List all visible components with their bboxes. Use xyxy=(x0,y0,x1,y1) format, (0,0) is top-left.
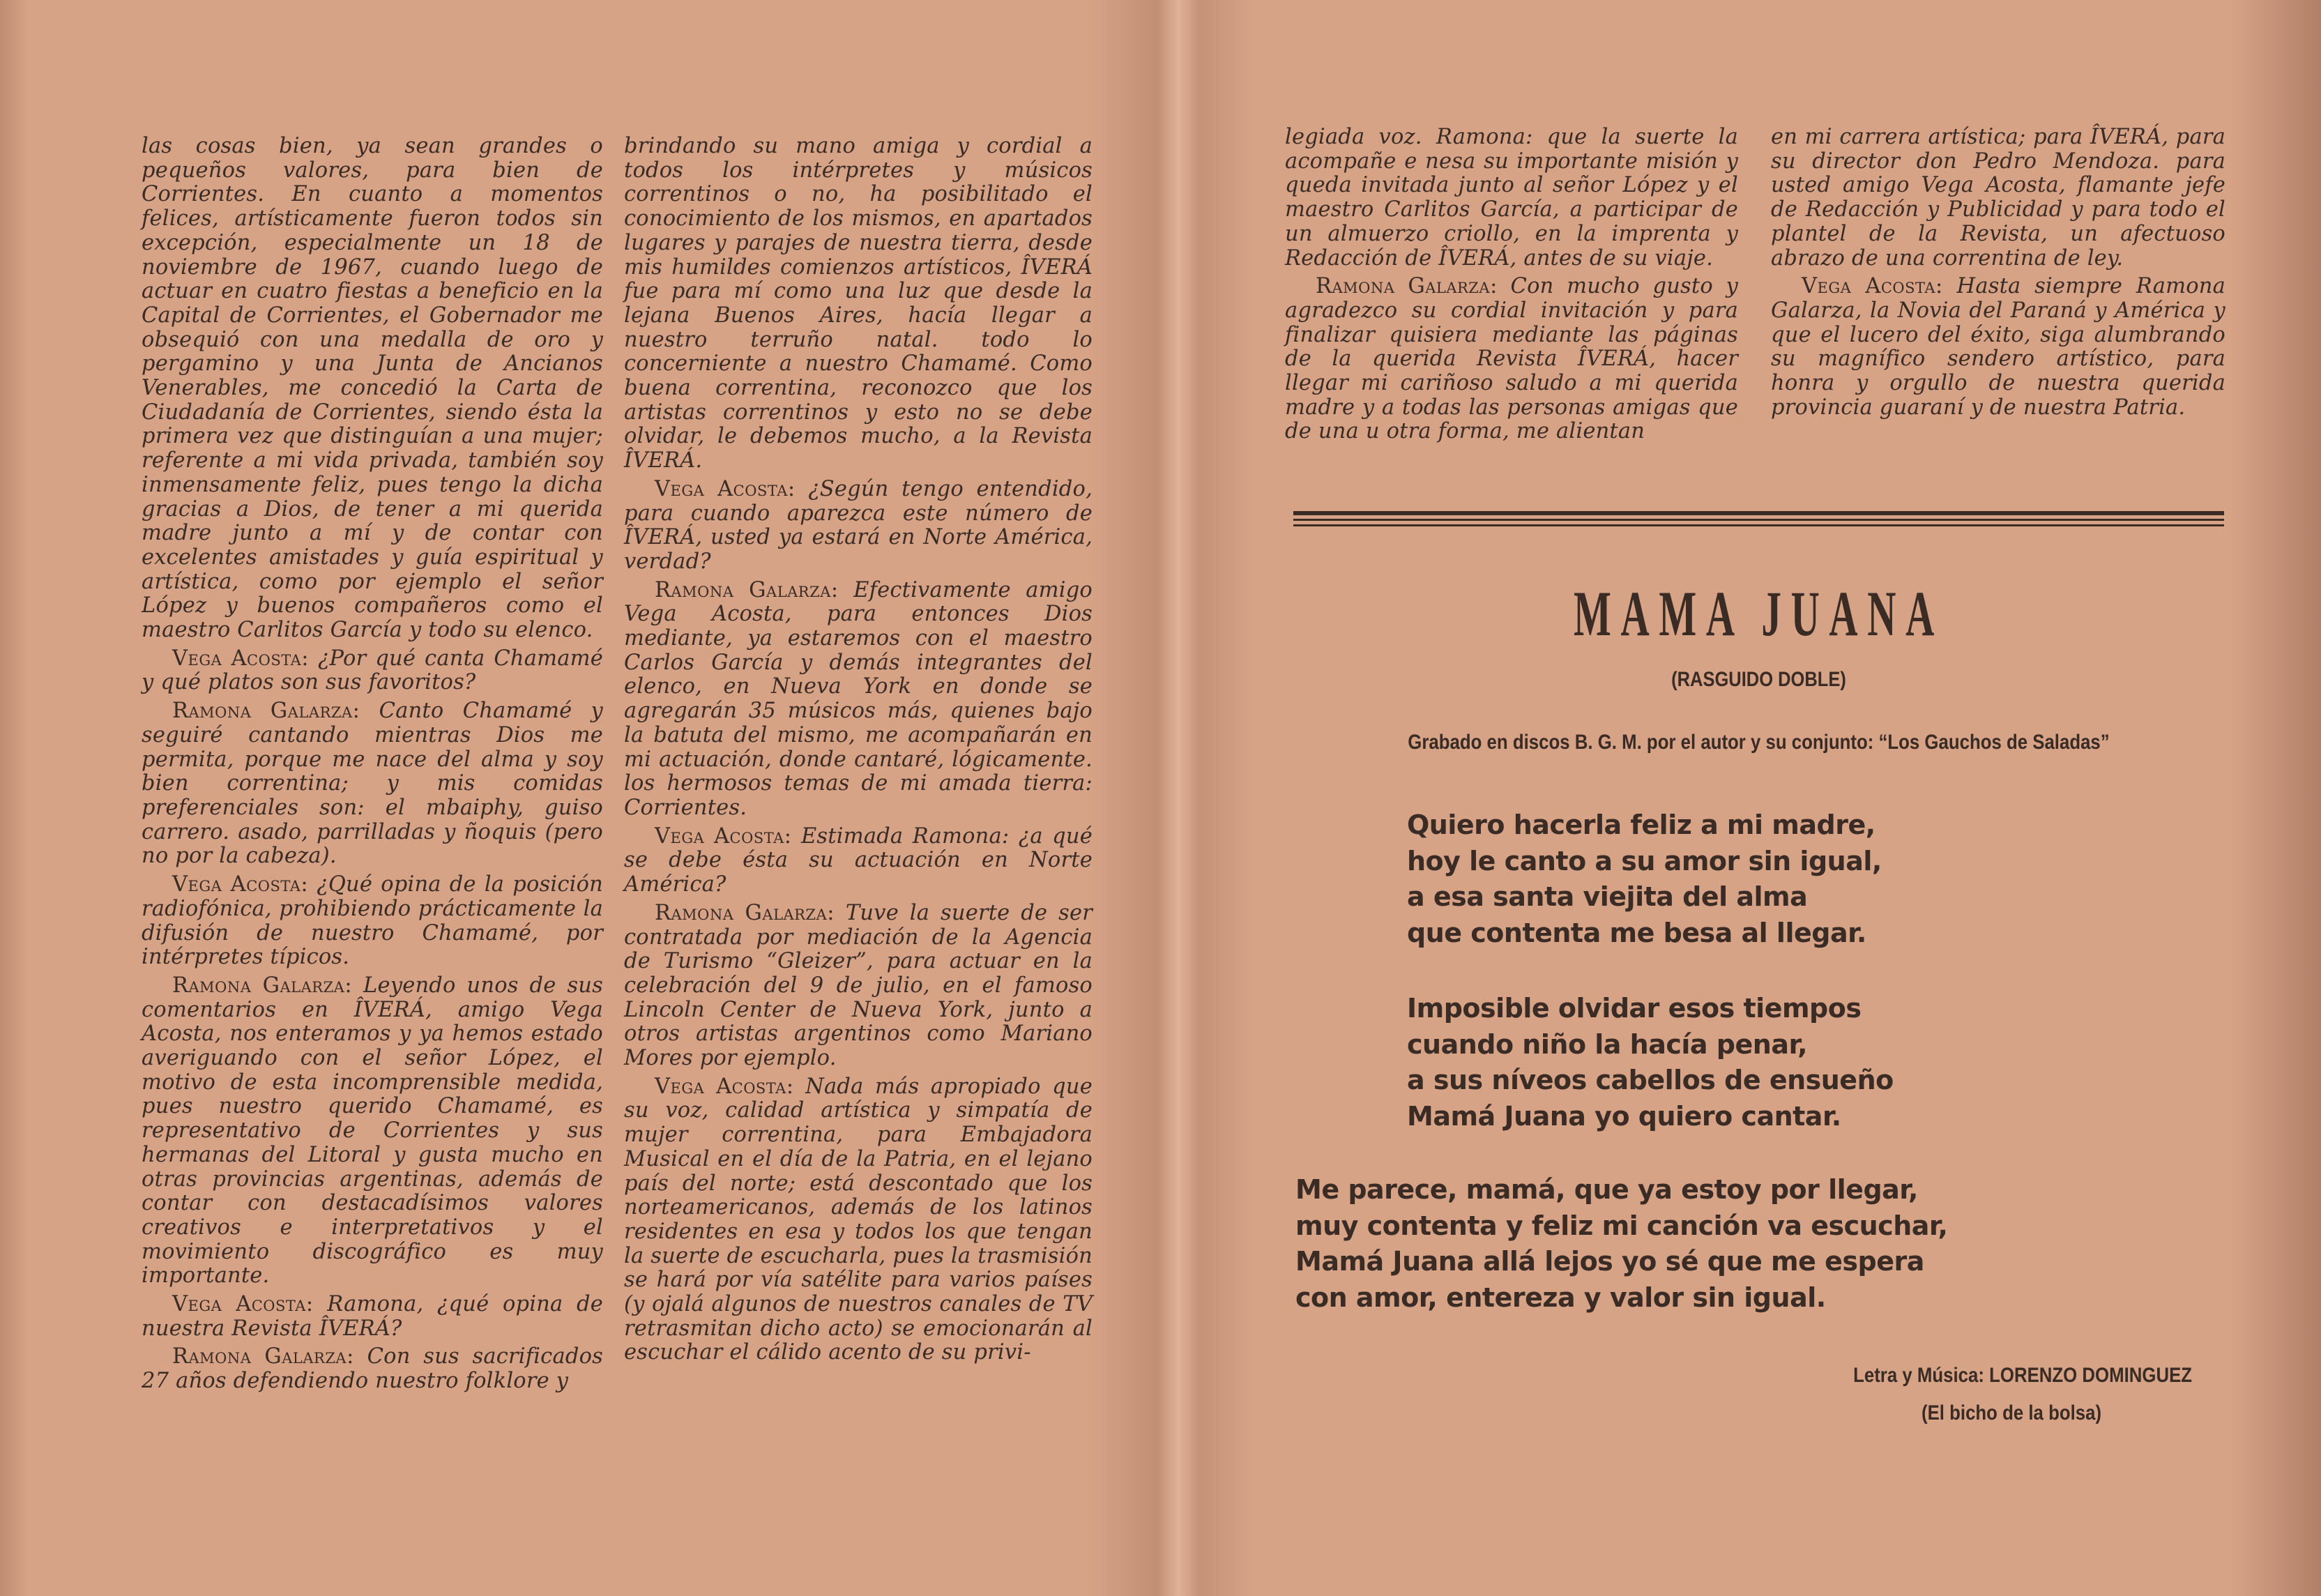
speech-text: Efectivamente amigo Vega Acosta, para entonces Dios mediante, ya estaremos con el maestro Carlos García y demás integrantes del elenco, en Nueva York en donde se agregarán 35 músicos más, quienes bajo la batuta del mismo, me acompañarán en mi actuación, donde cantaré, lógicamente. los hermosos temas de mi amada tierra: Corrientes. xyxy=(624,577,1093,820)
speech-text: ¿Por qué canta Chamamé y qué platos son sus favoritos? xyxy=(142,646,603,695)
speaker-label: Ramona Galarza: xyxy=(172,973,353,998)
lyric-line: a sus níveos cabellos de ensueño xyxy=(1407,1065,1894,1095)
lyric-line: muy contenta y feliz mi canción va escuchar, xyxy=(1295,1210,1948,1241)
paragraph: en mi carrera artística; para ÎVERÁ, para su director don Pedro Mendoza. para usted amigo Vega Acosta, flamante jefe de Redacción y Publicidad y para todo el plantel de la Revista, un afectuoso abrazo de una correntina de ley. xyxy=(1771,125,2225,271)
lyric-line: Mamá Juana allá lejos yo sé que me espera xyxy=(1295,1246,1924,1277)
author-nickname: (El bicho de la bolsa) xyxy=(1921,1401,2101,1424)
speaker-label: Vega Acosta: xyxy=(172,1292,314,1317)
lyrics-stanza-3 xyxy=(1295,1172,1948,1316)
dialogue-paragraph xyxy=(1771,275,2225,420)
dialogue-paragraph xyxy=(142,1345,603,1393)
lyric-line: que contenta me besa al llegar. xyxy=(1407,917,1866,948)
speaker-label: Ramona Galarza: xyxy=(1316,274,1498,299)
speaker-label: Vega Acosta: xyxy=(655,1074,794,1099)
speaker-label: Vega Acosta: xyxy=(172,872,309,897)
dialogue-paragraph xyxy=(1285,275,1738,444)
left-page-column-1 xyxy=(142,135,603,1398)
dialogue-paragraph xyxy=(142,647,603,695)
dialogue-paragraph xyxy=(142,873,603,970)
lyric-line: hoy le canto a su amor sin igual, xyxy=(1407,845,1882,876)
speech-text: ¿Qué opina de la posición radiofónica, prohibiendo prácticamente la difusión de nuestro Chamamé, por intérpretes típicos. xyxy=(142,872,603,970)
speech-text: Ramona, ¿qué opina de nuestra Revista ÎVERÁ? xyxy=(142,1292,603,1341)
speech-text: Tuve la suerte de ser contratada por mediación de la Agencia de Turismo “Gleizer”, para actuar en la celebración del 9 de julio, en el famoso Lincoln Center de Nueva York, junto a otros artistas argentinos como Mariano Mores por ejemplo. xyxy=(624,900,1093,1071)
lyric-line: Quiero hacerla feliz a mi madre, xyxy=(1407,810,1875,840)
paragraph: las cosas bien, ya sean grandes o pequeños valores, para bien de Corrientes. En cuanto a momentos felices, artísticamente fueron todos sin excepción, especialmente un 18 de noviembre de 1967, cuando luego de actuar en cuatro fiestas a beneficio en la Capital de Corrientes, el Gobernador me obsequió con una medalla de oro y pergamino y una Junta de Ancianos Venerables, me concedió la Carta de Ciudadanía de Corrientes, siendo ésta la primera vez que distinguían a una mujer; referente a mi vida privada, también soy inmensamente feliz, pues tengo la dicha gracias a Dios, de tener a mi querida madre junto a mí y de contar con excelentes amistades y guía espiritual y artística, como por ejemplo el señor López y buenos compañeros como el maestro Carlitos García y todo su elenco. xyxy=(142,134,603,643)
speech-text: ¿Según tengo entendido, para cuando aparezca este número de ÎVERÁ, usted ya estará en Norte América, verdad? xyxy=(624,476,1093,574)
dialogue-paragraph xyxy=(624,478,1093,575)
dialogue-paragraph xyxy=(624,825,1093,897)
lyrics-stanza-1 xyxy=(1407,807,1882,951)
speech-text: Hasta siempre Ramona Galarza, la Novia del Paraná y América y que el lucero del éxito, siga alumbrando su magnífico sendero artístico, para honra y orgullo de nuestra querida provincia guaraní y de nuestra Patria. xyxy=(1771,274,2225,420)
lyric-line: Imposible olvidar esos tiempos xyxy=(1407,993,1862,1024)
lyric-line: con amor, entereza y valor sin igual. xyxy=(1295,1282,1826,1313)
dialogue-paragraph xyxy=(142,974,603,1289)
dialogue-paragraph xyxy=(624,579,1093,821)
recording-note: Grabado en discos B. G. M. por el autor y su conjunto: “Los Gauchos de Saladas” xyxy=(1408,731,2110,754)
dialogue-paragraph xyxy=(142,1293,603,1341)
song-credit: Letra y Música: LORENZO DOMINGUEZ xyxy=(1853,1364,2192,1387)
lyric-line: Me parece, mamá, que ya estoy por llegar, xyxy=(1295,1174,1918,1205)
left-page-column-2 xyxy=(624,135,1093,1369)
speech-text: Estimada Ramona: ¿a qué se debe ésta su actuación en Norte América? xyxy=(624,823,1093,897)
speaker-label: Ramona Galarza: xyxy=(655,577,839,602)
speaker-label: Vega Acosta: xyxy=(655,476,796,501)
dialogue-paragraph xyxy=(142,699,603,869)
lyric-line: cuando niño la hacía penar, xyxy=(1407,1028,1808,1060)
song-title: MAMA JUANA xyxy=(1574,578,1944,649)
speech-text: Con sus sacrificados 27 años defendiendo nuestro folklore y xyxy=(142,1344,603,1394)
right-page-column-2 xyxy=(1771,126,2225,424)
lyrics-stanza-2 xyxy=(1407,991,1894,1134)
speaker-label: Vega Acosta: xyxy=(1802,274,1943,299)
lyric-line: a esa santa viejita del alma xyxy=(1407,881,1808,912)
dialogue-paragraph xyxy=(624,902,1093,1071)
speaker-label: Ramona Galarza: xyxy=(172,699,360,724)
song-genre-subtitle: (RASGUIDO DOBLE) xyxy=(1671,668,1846,691)
speech-text: Nada más apropiado que su voz, calidad artística y simpatía de mujer correntina, para Embajadora Musical en el día de la Patria, en el lejano país del norte; está descontado que los norteamericanos, además de los latinos residentes en esa y todos los que tengan la suerte de escucharla, pues la trasmisión se hará por vía satélite para varios países (y ojalá algunos de nuestros canales de TV retrasmitan dicho acto) se emocionarán al escuchar el cálido acento de su privi- xyxy=(624,1074,1093,1365)
lyric-line: Mamá Juana yo quiero cantar. xyxy=(1407,1100,1841,1132)
right-page-column-1 xyxy=(1285,126,1738,448)
speaker-label: Ramona Galarza: xyxy=(172,1344,354,1369)
speaker-label: Vega Acosta: xyxy=(172,646,310,671)
speech-text: Leyendo unos de sus comentarios en ÎVERÁ, amigo Vega Acosta, nos enteramos y ya hemos estado averiguando con el señor López, el motivo de esta incomprensible medida, pues nuestro querido Chamamé, es representativo de Corrientes y sus hermanas del Litoral y gusta mucho en otras provincias argentinas, además de contar con destacadísimos valores creativos e interpretativos y el movimiento discográfico es muy importante. xyxy=(142,973,604,1289)
paragraph: legiada voz. Ramona: que la suerte la acompañe e nesa su importante misión y queda invitada junto al señor López y el maestro Carlitos García, a participar de un almuerzo criollo, en la imprenta y Redacción de ÎVERÁ, antes de su viaje. xyxy=(1285,125,1738,271)
speech-text: Canto Chamamé y seguiré cantando mientras Dios me permita, porque me nace del alma y soy bien correntina; y mis comidas preferenciales son: el mbaiphy, guiso carrero. asado, parrilladas y ñoquis (pero no por la cabeza). xyxy=(142,699,603,869)
paragraph: brindando su mano amiga y cordial a todos los intérpretes y músicos correntinos o no, ha posibilitado el conocimiento de los mismos, en apartados lugares y parajes de nuestra tierra, desde mis humildes comienzos artísticos, ÎVERÁ fue para mí como una luz que desde la lejana Buenos Aires, hacía llegar a nuestro terruño natal. todo lo concerniente a nuestro Chamamé. Como buena correntina, reconozco que los artistas correntinos y esto no se debe olvidar, le debemos mucho, a la Revista ÎVERÁ. xyxy=(624,134,1093,473)
speaker-label: Vega Acosta: xyxy=(655,823,792,849)
dialogue-paragraph xyxy=(624,1075,1093,1365)
section-divider-rule xyxy=(1293,511,2224,526)
speech-text: Con mucho gusto y agradezco su cordial invitación y para finalizar quisiera mediante las páginas de la querida Revista ÎVERÁ, hacer llegar mi cariñoso saludo a mi querida madre y a todas las personas amigas que de una u otra forma, me alientan xyxy=(1285,274,1739,444)
speaker-label: Ramona Galarza: xyxy=(655,900,835,925)
